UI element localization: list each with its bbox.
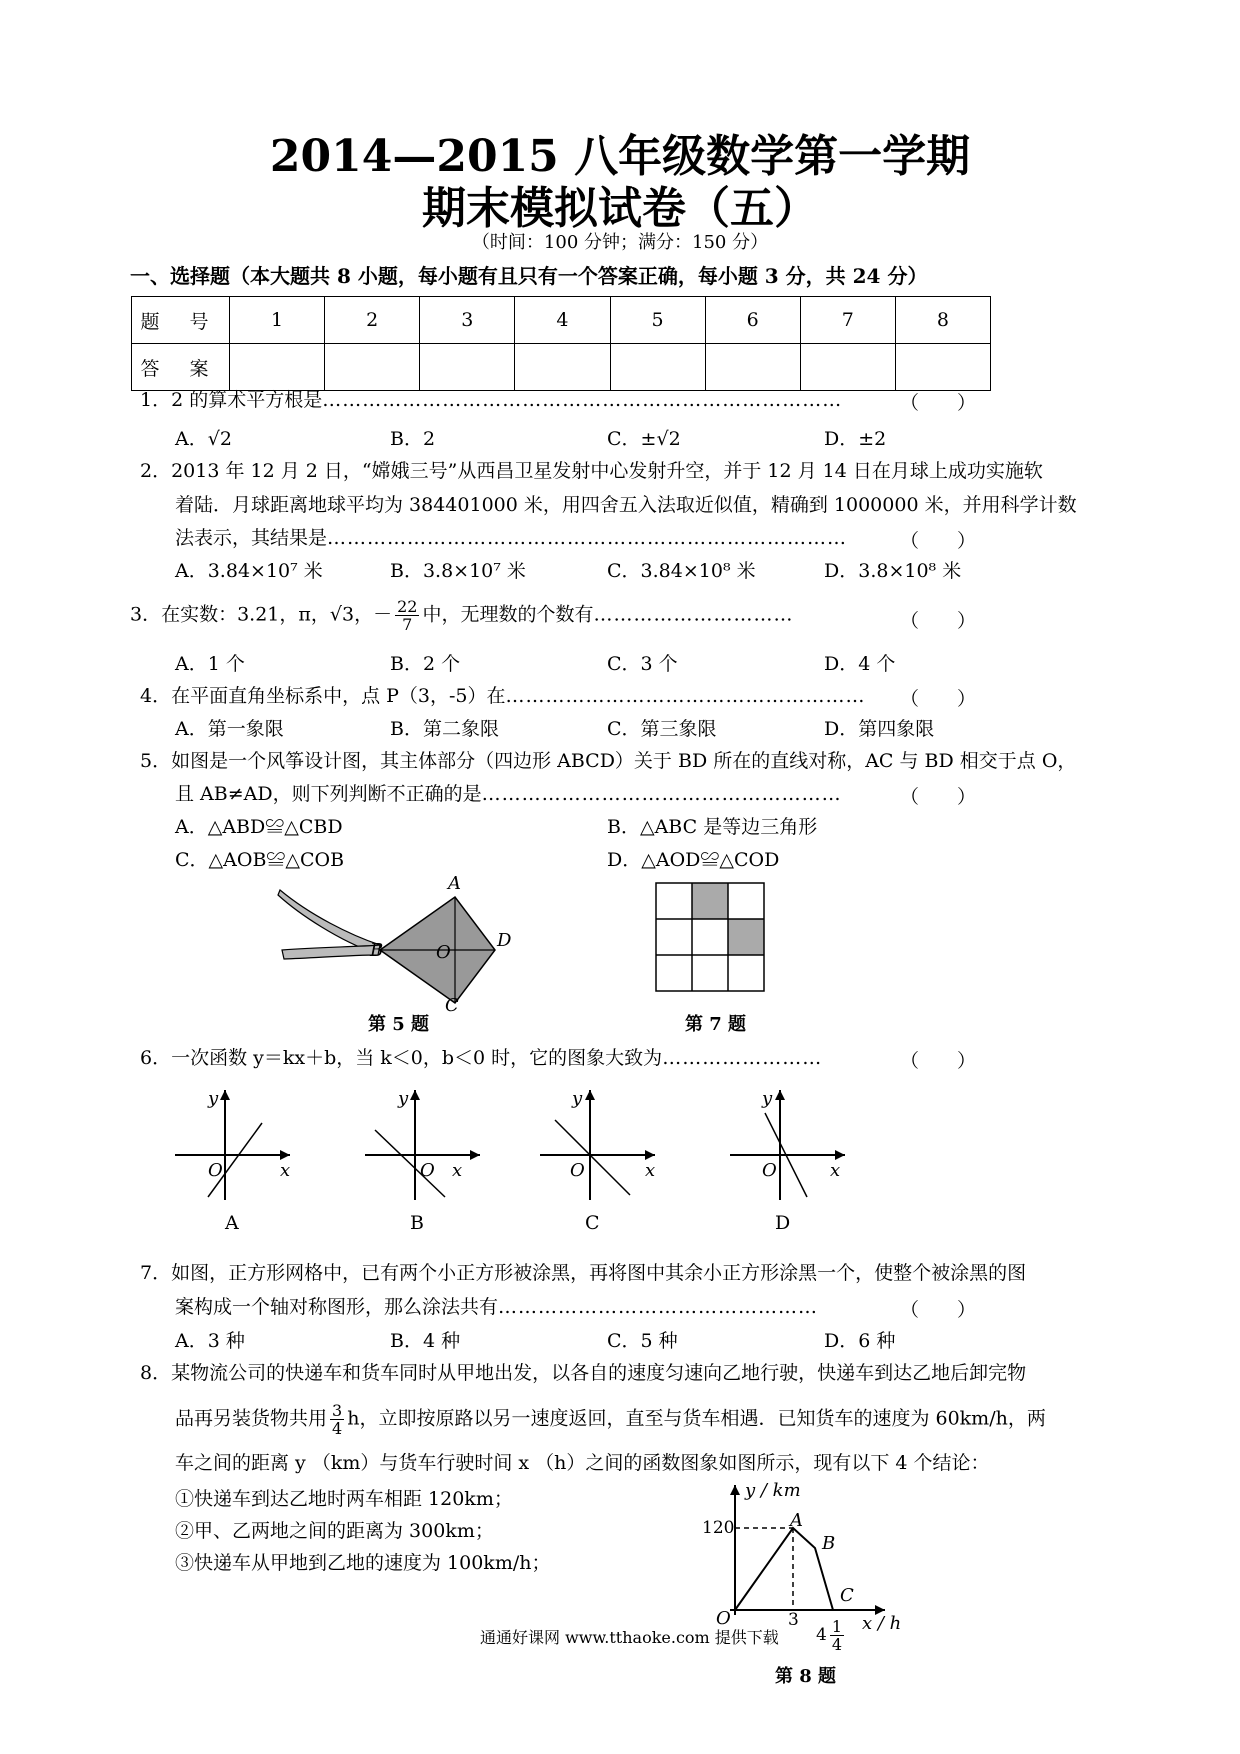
option-b: B．2: [390, 428, 436, 450]
leader-dots: ………………………………………………: [505, 685, 866, 707]
question-8-line-1: 8．某物流公司的快递车和货车同时从甲地出发，以各自的速度匀速向乙地行驶，快递车到达乙地后卸完物: [140, 1362, 1027, 1384]
graph-option-c: [535, 1085, 665, 1205]
fraction: [395, 598, 419, 633]
option-c: C．±√2: [607, 428, 681, 450]
question-5-line-2: [175, 778, 1175, 810]
graph-option-d: [725, 1085, 855, 1205]
option-b: B．2 个: [390, 653, 461, 675]
table-cell: 7: [800, 297, 895, 344]
table-cell: 6: [705, 297, 800, 344]
origin-label: O: [420, 1160, 435, 1181]
leader-dots: ………………………………………………: [481, 783, 842, 805]
option-d: D．3.8×10⁸ 米: [824, 560, 962, 582]
question-stem: 1．2 的算术平方根是: [140, 389, 323, 411]
question-8-line-2: [175, 1402, 1175, 1437]
table-cell: 2: [325, 297, 420, 344]
title-line-1: 2014—2015 八年级数学第一学期: [269, 131, 971, 182]
option-c: C．5 种: [607, 1330, 678, 1352]
leader-dots: …………………………………………: [498, 1296, 819, 1318]
leader-dots: ……………………: [662, 1047, 823, 1069]
graph-option-b: [360, 1085, 490, 1205]
graph-option-a: [170, 1085, 300, 1205]
origin-label: O: [716, 1608, 731, 1629]
answer-paren: （ ）: [900, 786, 977, 808]
fraction-numerator: 1: [831, 1617, 843, 1636]
answer-table: [131, 296, 991, 391]
fraction-numerator: 3: [332, 1401, 343, 1420]
point-d-label: D: [497, 930, 512, 951]
table-cell: 5: [610, 297, 705, 344]
y-axis-label: y: [398, 1088, 409, 1109]
option-d: D．4 个: [824, 653, 896, 675]
question-text: 品再另装货物共用: [175, 1407, 328, 1430]
question-6: [140, 1042, 1140, 1074]
x-tick-integer: 4: [816, 1625, 827, 1645]
question-3: [130, 598, 1130, 633]
figure-5-caption: 第 5 题: [368, 1014, 430, 1035]
answer-paren: （ ）: [900, 1050, 977, 1072]
fraction-denominator: 4: [332, 1419, 343, 1438]
question-text: h，立即按原路以另一速度返回，直至与货车相遇．已知货车的速度为 60km/h，两: [347, 1407, 1046, 1430]
exam-subtitle: （时间：100 分钟；满分：150 分）: [471, 232, 769, 253]
y-axis-label: y: [572, 1088, 583, 1109]
leader-dots: …………………………: [593, 603, 794, 626]
option-d: D．△AOD≌△COD: [607, 849, 780, 871]
question-7-line-2: [175, 1291, 1175, 1323]
option-c: C．3.84×10⁸ 米: [607, 560, 756, 582]
table-cell: 4: [515, 297, 610, 344]
option-a: A．√2: [175, 428, 232, 450]
option-c: C．△AOB≌△COB: [175, 849, 345, 871]
x-tick-mixed: [816, 1618, 847, 1653]
option-a: A．1 个: [175, 653, 245, 675]
x-axis-label: x: [452, 1160, 463, 1181]
question-2-line-2: 着陆．月球距离地球平均为 384401000 米，用四舍五入法取近似值，精确到 1000000 米，并用科学计数: [175, 494, 1077, 516]
option-b: B．第二象限: [390, 718, 499, 740]
question-stem: 案构成一个轴对称图形，那么涂法共有: [175, 1296, 499, 1318]
section-heading: 一、选择题（本大题共 8 小题，每小题有且只有一个答案正确，每小题 3 分，共 24 分）: [130, 264, 928, 288]
footer-source: 通通好课网 www.tthaoke.com 提供下载: [480, 1628, 779, 1647]
question-4: [140, 680, 1140, 712]
table-label-answer: 答 案: [132, 344, 230, 391]
x-axis-label: x: [280, 1160, 291, 1181]
question-2-line-3: [175, 522, 1175, 554]
fraction: [330, 1402, 344, 1437]
x-axis-label: x / h: [862, 1613, 902, 1634]
point-c-label: C: [840, 1585, 854, 1606]
question-stem: 法表示，其结果是: [175, 527, 328, 549]
leader-dots: ……………………………………………………………………: [327, 527, 848, 549]
answer-paren: （ ）: [900, 530, 977, 552]
option-d: D．±2: [824, 428, 887, 450]
x-tick-3: 3: [788, 1610, 799, 1630]
question-1: [140, 384, 1140, 416]
option-d: D．第四象限: [824, 718, 935, 740]
graph-label-b: B: [410, 1212, 424, 1234]
x-axis-label: x: [645, 1160, 656, 1181]
conclusion-1: ①快递车到达乙地时两车相距 120km；: [175, 1488, 513, 1510]
conclusion-2: ②甲、乙两地之间的距离为 300km；: [175, 1520, 494, 1542]
origin-label: O: [570, 1160, 585, 1181]
table-cell: 3: [420, 297, 515, 344]
point-b-label: B: [822, 1533, 836, 1554]
distance-time-graph: [700, 1480, 890, 1620]
question-stem-end: 中，无理数的个数有: [422, 603, 594, 626]
fraction-denominator: 7: [402, 615, 413, 634]
origin-label: O: [762, 1160, 777, 1181]
question-7-line-1: 7．如图，正方形网格中，已有两个小正方形被涂黑，再将图中其余小正方形涂黑一个，使整个被涂黑的图: [140, 1262, 1027, 1284]
option-a: A．△ABD≌△CBD: [175, 816, 343, 838]
y-tick-120: 120: [702, 1518, 735, 1538]
question-stem: 且 AB≠AD，则下列判断不正确的是: [175, 783, 482, 805]
point-c-label: C: [445, 995, 459, 1016]
origin-label: O: [208, 1160, 223, 1181]
leader-dots: ……………………………………………………………………: [322, 389, 843, 411]
fraction-denominator: 4: [831, 1635, 843, 1654]
title-line-2: 期末模拟试卷（五）: [422, 183, 818, 234]
table-label-question-number: 题 号: [132, 297, 230, 344]
answer-paren: （ ）: [900, 1299, 977, 1321]
graph-label-d: D: [775, 1212, 791, 1234]
graph-label-c: C: [585, 1212, 600, 1234]
kite-figure: [270, 875, 530, 1010]
figure-8-caption: 第 8 题: [775, 1666, 837, 1687]
answer-paren: （ ）: [900, 688, 977, 710]
option-c: C．3 个: [607, 653, 678, 675]
option-b: B．3.8×10⁷ 米: [390, 560, 526, 582]
option-a: A．3.84×10⁷ 米: [175, 560, 323, 582]
point-o-label: O: [436, 942, 451, 963]
option-b: B．△ABC 是等边三角形: [607, 816, 818, 838]
question-stem: 3．在实数：3.21，π，√3，: [130, 603, 374, 626]
question-2-line-1: 2．2013 年 12 月 2 日，“嫦娥三号”从西昌卫星发射中心发射升空，并于 12 月 14 日在月球上成功实施软: [140, 460, 1043, 482]
point-a-label: A: [448, 873, 461, 894]
grid-figure: [655, 882, 767, 994]
table-cell: 1: [230, 297, 325, 344]
fraction: [830, 1618, 844, 1653]
answer-paren: （ ）: [900, 610, 977, 632]
question-8-line-3: 车之间的距离 y （km）与货车行驶时间 x （h）之间的函数图象如图所示，现有以下 4 个结论：: [175, 1452, 990, 1474]
option-a: A．第一象限: [175, 718, 284, 740]
point-b-label: B: [370, 940, 384, 961]
figure-7-caption: 第 7 题: [685, 1014, 747, 1035]
fraction-numerator: 22: [397, 597, 418, 616]
y-axis-label: y / km: [745, 1480, 801, 1501]
option-d: D．6 种: [824, 1330, 896, 1352]
table-cell: 8: [895, 297, 990, 344]
answer-paren: （ ）: [900, 392, 977, 414]
fraction-sign: －: [373, 603, 393, 626]
option-c: C．第三象限: [607, 718, 717, 740]
option-a: A．3 种: [175, 1330, 245, 1352]
x-axis-label: x: [830, 1160, 841, 1181]
point-a-label: A: [790, 1510, 803, 1531]
graph-label-a: A: [225, 1212, 239, 1234]
answer-table-header-row: [132, 297, 991, 344]
option-b: B．4 种: [390, 1330, 461, 1352]
y-axis-label: y: [762, 1088, 773, 1109]
conclusion-3: ③快递车从甲地到乙地的速度为 100km/h；: [175, 1552, 551, 1574]
question-5-line-1: 5．如图是一个风筝设计图，其主体部分（四边形 ABCD）关于 BD 所在的直线对称，AC 与 BD 相交于点 O，: [140, 750, 1077, 772]
question-stem: 6．一次函数 y＝kx＋b，当 k＜0，b＜0 时，它的图象大致为: [140, 1047, 663, 1069]
y-axis-label: y: [208, 1088, 219, 1109]
question-stem: 4．在平面直角坐标系中，点 P（3，-5）在: [140, 685, 506, 707]
